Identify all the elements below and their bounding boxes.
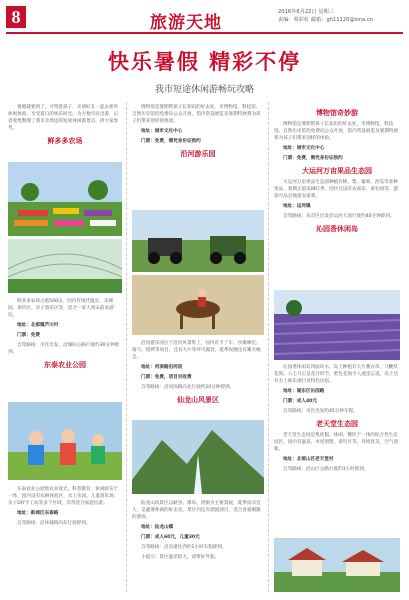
s3-route: 自驾路线：沿河滨路向北行驶约20分钟即到。 <box>141 385 235 390</box>
s3-price: 门票：免费，项目另收费 <box>141 375 192 380</box>
column-right-2 <box>274 364 400 476</box>
article-headline: 快乐暑假 精彩不停 <box>107 49 302 74</box>
s3-body: 沿河游乐园位于沿河风景带上，园内有卡丁车、沙滩摩托、骑马、烧烤等项目，还有大片草坪可露营，夏季夜晚还有篝火晚会。 <box>132 341 261 360</box>
section-title-s8: 老天堂生态园 <box>316 419 358 428</box>
s5-price-mid: 门票：免费，需凭身份证预约 <box>141 139 201 144</box>
photo-agri-park <box>8 402 122 480</box>
s4-body: 仙龙山风景区以峡谷、瀑布、溶洞为主要景观，夏季清凉宜人，是避暑休闲的好去处。景区内还有漂流项目，适合喜爱刺激的游客。 <box>132 501 261 520</box>
s7-address: 地址：湖东区沁园路 <box>283 389 325 394</box>
intro-text: 暑假就要到了，可带着孩子、亲朋好友一起去郊外休闲体验，享受夏日的快乐时光。为方便市民出游，记者收集整理了我市及周边的短途休闲游景点，供大家参考。 <box>8 105 119 131</box>
section-title-s6: 大运河万亩果品生态园 <box>302 166 372 175</box>
photo-mountain <box>132 420 264 494</box>
photo-flower-farm <box>8 162 122 236</box>
section-title-s3: 沿河游乐园 <box>180 149 216 158</box>
column-divider <box>268 102 269 592</box>
page-number-badge: 8 <box>6 6 26 28</box>
s1-route: 自驾路线：市区出发，沿城际公路行驶约30分钟即到。 <box>8 343 120 355</box>
s6-route: 自驾路线：从市区出发沿运河大道行驶约40分钟即到。 <box>283 214 395 219</box>
s5-price: 门票：免费，需凭身份证预约 <box>283 156 343 161</box>
column-middle <box>132 104 264 162</box>
header-rule <box>6 32 403 34</box>
section-title-s2: 东泰农业公园 <box>44 360 86 369</box>
s8-address: 地址：北部山区老天堂村 <box>283 457 334 462</box>
section-title-s4: 仙龙山风景区 <box>177 395 219 404</box>
s4-price: 门票：成人60元，儿童30元 <box>141 535 200 540</box>
column-right <box>274 104 400 237</box>
column-middle-2 <box>132 340 264 408</box>
s2-body: 东泰农业公园集农业观光、科普教育、休闲娱乐于一体，园内设有农耕体验区、水上乐园、儿童游乐场、亲子DIY手工坊等多个区域，非常适合家庭出游。 <box>8 487 119 506</box>
section-title-s1: 鲜多多农场 <box>47 136 83 145</box>
photo-lavender <box>274 290 400 360</box>
s4-route: 自驾路线：沿省道往西约1小时车程即到。 <box>141 545 227 550</box>
s7-price: 门票：成人40元 <box>283 399 317 404</box>
editor-line: 责编：蔡彩虹 邮箱：gh11120@sina.cn <box>278 17 374 23</box>
column-divider <box>126 102 127 592</box>
date-line: 2016年6月22日 星期三 <box>278 9 334 15</box>
photo-atv-park <box>132 210 264 272</box>
s7-route: 自驾路线：市区出发约45分钟车程。 <box>283 409 358 414</box>
article-subhead: 我市短途休闲游畅玩攻略 <box>154 85 254 95</box>
column-left-3 <box>8 486 122 530</box>
s5-body: 博物馆是暑期带孩子长知识的好去处，市博物馆、科技馆、自然历史馆均免费向公众开放，馆内常设展览及暑期特展将为孩子们带来别样的体验。 <box>274 122 399 141</box>
s8-route: 自驾路线：沿山区公路行驶约1小时即到。 <box>283 467 369 472</box>
s5-address-mid: 地址：城市文化中心 <box>141 129 183 134</box>
s2-route: 自驾路线：沿环城路向东行驶即到。 <box>17 521 91 526</box>
s4-address: 地址：仙龙山镇 <box>141 525 174 530</box>
photo-eco-park <box>274 538 400 592</box>
header-meta <box>278 8 373 24</box>
column-middle-3 <box>132 500 264 564</box>
s1-body: 鲜多多农场占地500亩，园内有现代温室、采摘园、垂钓区、亲子游乐区等，适合一家人周末前来游玩。 <box>8 299 114 318</box>
s6-body: 大运河万亩果品生态园种植有桃、梨、葡萄、西瓜等多种果品，暑期正值采摘旺季。园区还设有农家乐、垂钓园等，游客可品尝地道农家菜。 <box>274 180 399 199</box>
s3-address: 地址：河滨路沿河段 <box>141 365 183 370</box>
section-title: 旅游天地 <box>150 13 222 33</box>
s2-address: 地址：新城区东泰路 <box>17 511 59 516</box>
s5-summary: 博物馆是暑期带孩子长知识的好去处，市博物馆、科技馆、自然历史馆均免费向公众开放，馆内常设展览及暑期特展将为孩子们带来别样的体验。 <box>132 105 261 124</box>
s1-price: 门票：免费 <box>17 333 40 338</box>
photo-greenhouse <box>8 239 122 293</box>
photo-horse-riding <box>132 275 264 335</box>
column-left <box>8 104 122 149</box>
s7-body: 沁园香休闲岛四面环水，岛上种植有大片薰衣草、马鞭草花海，六七月正是花开时节，紫色花海令人流连忘返。岛上还有水上娱乐项目及特色民宿。 <box>274 365 399 384</box>
s8-body: 老天堂生态园是集度假、休闲、餐饮于一体的综合性生态园区，园内有温泉、木屋别墅、垂钓区等，环境优美，空气清新。 <box>274 433 399 452</box>
s5-address: 地址：城市文化中心 <box>283 146 325 151</box>
s1-address: 地址：北部镇芦川村 <box>17 323 59 328</box>
column-left-2 <box>8 298 122 373</box>
section-title-s7: 沁园香休闲岛 <box>316 224 358 233</box>
s6-address: 地址：运河镇 <box>283 204 311 209</box>
section-title-s5: 博物馆奇妙游 <box>316 108 358 117</box>
s4-tip: 小提示：景区温差较大，请带好外套。 <box>141 555 220 560</box>
